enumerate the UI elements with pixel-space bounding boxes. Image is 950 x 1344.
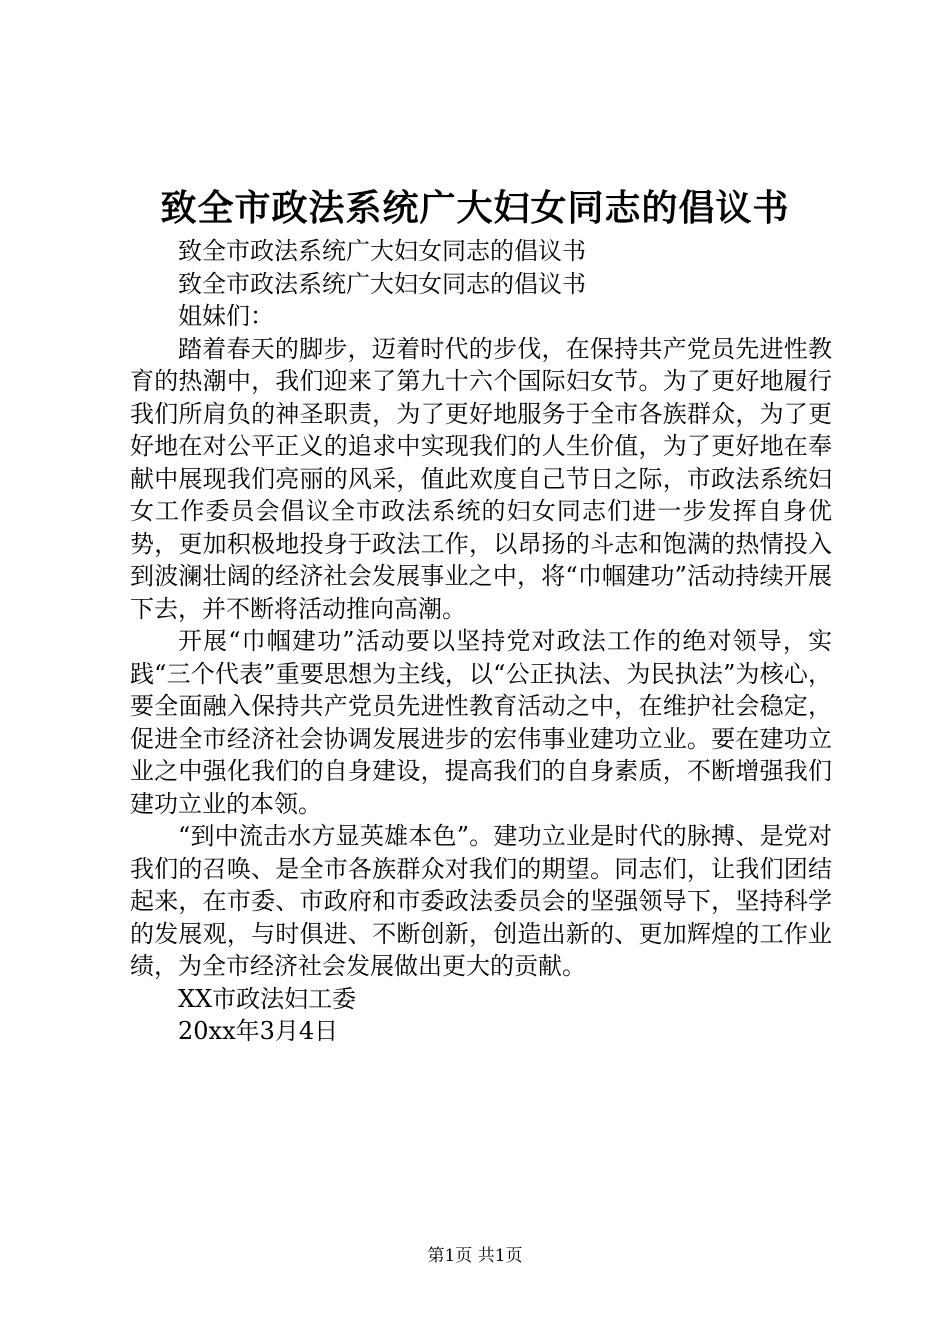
document-body: [130, 235, 832, 1048]
salutation: 姐妹们：: [178, 302, 274, 330]
document-title: 致全市政法系统广大妇女同志的倡议书: [160, 188, 790, 229]
subtitle-line-1: 致全市政法系统广大妇女同志的倡议书: [178, 237, 586, 265]
page-footer: 第1页 共1页: [427, 1246, 523, 1266]
signature: XX市政法妇工委: [178, 984, 357, 1013]
paragraph-2: 开展“巾帼建功”活动要以坚持党对政法工作的绝对领导，实践“三个代表”重要思想为主线，以“公正执法、为民执法”为核心，要全面融入保持共产党员先进性教育活动之中，在维护社会稳定，促进全市经济社会协调发展进步的宏伟事业建功立业。要在建功立业之中强化我们的自身建设，提高我们的自身素质，不断增强我们建功立业的本领。: [130, 627, 832, 818]
paragraph-1: 踏着春天的脚步，迈着时代的步伐，在保持共产党员先进性教育的热潮中，我们迎来了第九十六个国际妇女节。为了更好地履行我们所肩负的神圣职责，为了更好地服务于全市各族群众，为了更好地在对公平正义的追求中实现我们的人生价值，为了更好地在奉献中展现我们亮丽的风采，值此欢度自己节日之际，市政法系统妇女工作委员会倡议全市政法系统的妇女同志们进一步发挥自身优势，更加积极地投身于政法工作，以昂扬的斗志和饱满的热情投入到波澜壮阔的经济社会发展事业之中，将“巾帼建功”活动持续开展下去，并不断将活动推向高潮。: [130, 334, 832, 623]
paragraph-3: “到中流击水方显英雄本色”。建功立业是时代的脉搏、是党对我们的召唤、是全市各族群众对我们的期望。同志们，让我们团结起来，在市委、市政府和市委政法委员会的坚强领导下，坚持科学的发展观，与时俱进、不断创新，创造出新的、更加辉煌的工作业绩，为全市经济社会发展做出更大的贡献。: [130, 822, 832, 980]
date: 20xx年3月4日: [178, 1017, 339, 1045]
subtitle-line-2: 致全市政法系统广大妇女同志的倡议书: [178, 269, 586, 298]
